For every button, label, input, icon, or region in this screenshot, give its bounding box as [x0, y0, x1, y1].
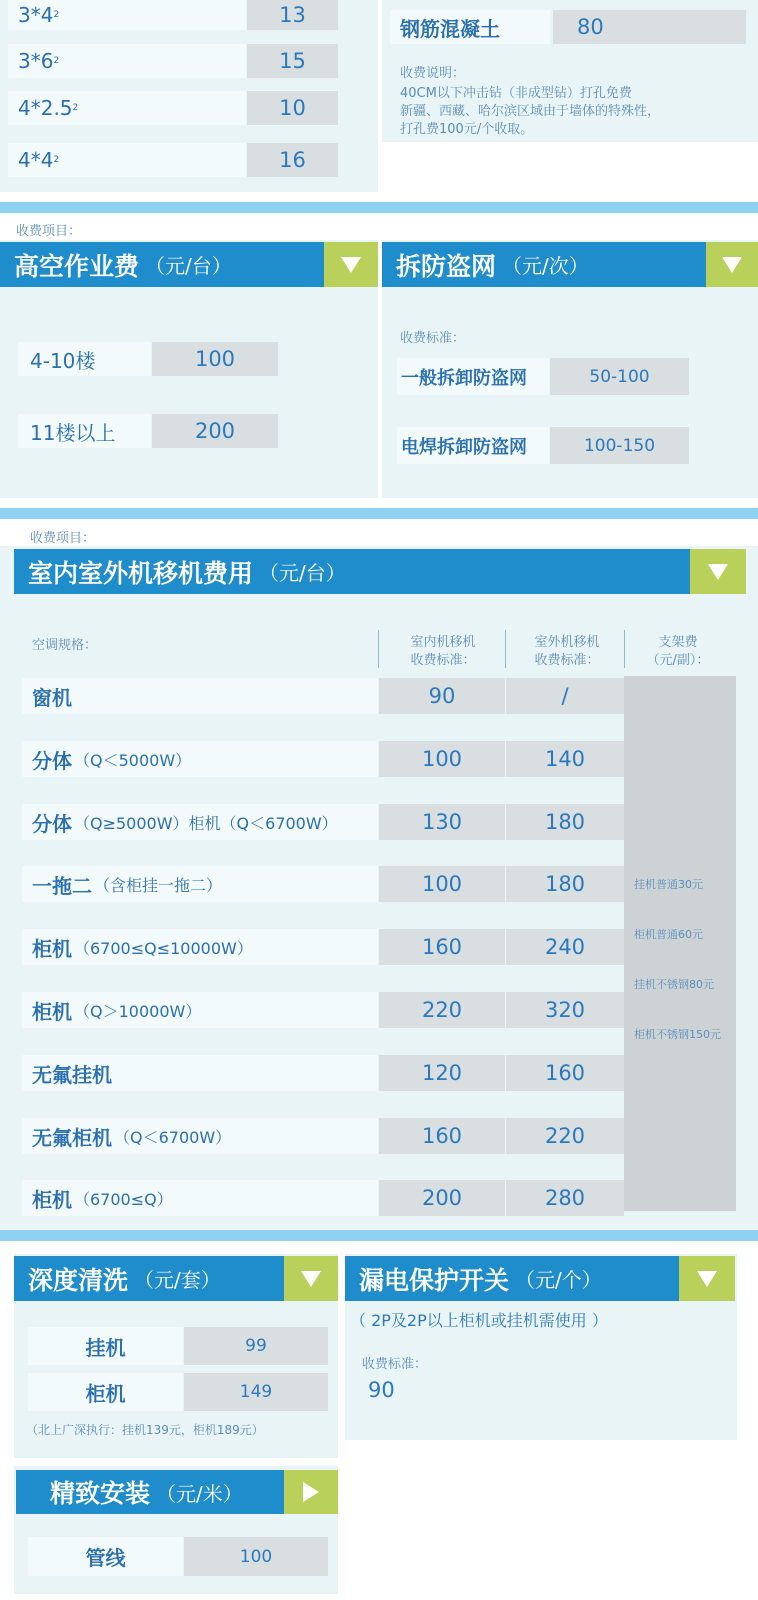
- drilling-note-line: 打孔费100元/个收取。: [400, 122, 534, 137]
- indoor-price: 120: [379, 1055, 505, 1091]
- wire-size-label: 4*2.5 2: [8, 91, 246, 125]
- spec-sub: （6700≤Q）: [74, 1189, 173, 1209]
- leakage-header: [345, 1256, 679, 1301]
- relocation-unit: （元/台）: [259, 561, 346, 585]
- spec-sub: （Q＜5000W）: [74, 750, 192, 770]
- anti-theft-toggle[interactable]: [706, 242, 758, 287]
- outdoor-price: 220: [506, 1118, 624, 1154]
- high-altitude-toggle[interactable]: [324, 242, 378, 287]
- triangle-down-icon: [301, 1271, 321, 1287]
- outdoor-price: 180: [506, 866, 624, 902]
- relocation-spec-label: [22, 678, 378, 714]
- leakage-unit: （元/个）: [515, 1268, 602, 1292]
- floor-price: 200: [152, 414, 278, 448]
- bracket-note: 柜机不锈钢150元: [634, 1028, 721, 1041]
- wire-size-label: 3*4 2: [8, 0, 246, 30]
- deep-clean-toggle[interactable]: [284, 1256, 338, 1301]
- indoor-price: 160: [379, 1118, 505, 1154]
- anti-theft-header: [382, 242, 706, 287]
- spec-main: 分体: [32, 748, 72, 773]
- relocation-spec-label: [22, 992, 378, 1028]
- relocation-spec-label: [22, 804, 378, 840]
- indoor-price: 200: [379, 1180, 505, 1216]
- section-divider: [0, 1230, 758, 1241]
- spec-main: 柜机: [32, 999, 72, 1024]
- triangle-down-icon: [697, 1271, 717, 1287]
- relocation-toggle[interactable]: [690, 549, 746, 594]
- outdoor-price: 140: [506, 741, 624, 777]
- relocation-spec-label: [22, 866, 378, 902]
- fine-install-toggle[interactable]: [284, 1470, 338, 1514]
- floor-label: 4-10楼: [18, 342, 151, 376]
- indoor-price: 160: [379, 929, 505, 965]
- anti-theft-unit: （元/次）: [502, 254, 589, 278]
- outdoor-price: 240: [506, 929, 624, 965]
- bracket-column: [624, 676, 736, 1211]
- drilling-note-line: 40CM以下冲击钻（非成型钻）打孔免费: [400, 86, 632, 101]
- triangle-down-icon: [708, 564, 728, 580]
- wire-size-label: 3*6 2: [8, 44, 246, 78]
- column-outdoor: 室外机移机 收费标准：: [534, 635, 600, 668]
- wire-size-price: 13: [247, 0, 338, 30]
- spec-main: 窗机: [32, 685, 72, 710]
- install-item-label: 管线: [28, 1537, 183, 1576]
- section-divider: [0, 508, 758, 519]
- clean-price: 99: [184, 1327, 328, 1365]
- high-altitude-title: 高空作业费: [14, 251, 140, 281]
- wire-size-price: 10: [247, 91, 338, 125]
- spec-main: 柜机: [32, 936, 72, 961]
- wire-size-price: 15: [247, 44, 338, 78]
- leakage-price: 90: [368, 1378, 395, 1402]
- leakage-title: 漏电保护开关: [359, 1265, 510, 1295]
- drilling-note-title: 收费说明：: [400, 66, 466, 81]
- indoor-price: 90: [379, 678, 505, 714]
- outdoor-price: 280: [506, 1180, 624, 1216]
- indoor-price: 220: [379, 992, 505, 1028]
- relocation-header: [14, 549, 690, 594]
- anti-theft-price: 50-100: [550, 358, 689, 395]
- relocation-spec-label: [22, 1180, 378, 1216]
- column-bracket: 支架费 （元/副）：: [646, 635, 710, 668]
- deep-clean-note: （北上广深执行：挂机139元，柜机189元）: [26, 1423, 264, 1437]
- relocation-title: 室内室外机移机费用: [28, 558, 254, 588]
- section-caption: 收费项目：: [30, 531, 96, 546]
- leakage-toggle[interactable]: [679, 1256, 735, 1301]
- high-altitude-header: [0, 242, 324, 287]
- fine-install-header: [16, 1470, 284, 1514]
- floor-label: 11楼以上: [18, 414, 151, 448]
- anti-theft-title: 拆防盗网: [396, 251, 497, 281]
- wire-size-price: 16: [247, 143, 338, 177]
- clean-price: 149: [184, 1373, 328, 1411]
- concrete-label: 钢筋混凝土: [390, 10, 550, 44]
- bracket-note: 挂机普通30元: [634, 878, 703, 891]
- spec-main: 无氟挂机: [32, 1062, 112, 1087]
- floor-price: 100: [152, 342, 278, 376]
- relocation-spec-label: [22, 741, 378, 777]
- leakage-subtitle: （ 2P及2P以上柜机或挂机需使用 ）: [350, 1311, 608, 1330]
- column-divider: [505, 630, 506, 668]
- indoor-price: 100: [379, 741, 505, 777]
- deep-clean-unit: （元/套）: [134, 1268, 221, 1292]
- indoor-price: 130: [379, 804, 505, 840]
- bracket-note: 柜机普通60元: [634, 928, 703, 941]
- spec-main: 无氟柜机: [32, 1125, 112, 1150]
- spec-sub: （Q＜6700W）: [114, 1127, 232, 1147]
- drilling-note-line: 新疆、西藏、哈尔滨区域由于墙体的特殊性，: [400, 104, 661, 119]
- deep-clean-title: 深度清洗: [28, 1265, 129, 1295]
- relocation-spec-label: [22, 1118, 378, 1154]
- spec-main: 柜机: [32, 1187, 72, 1212]
- anti-theft-caption: 收费标准：: [400, 331, 466, 346]
- outdoor-price: /: [506, 678, 624, 714]
- triangle-down-icon: [341, 257, 361, 273]
- indoor-price: 100: [379, 866, 505, 902]
- anti-theft-label: 一般拆卸防盗网: [397, 358, 549, 395]
- leakage-caption: 收费标准：: [362, 1357, 428, 1372]
- anti-theft-price: 100-150: [550, 427, 689, 464]
- spec-sub: （Q≥5000W）柜机（Q＜6700W）: [74, 813, 338, 833]
- clean-type-label: 挂机: [28, 1327, 183, 1365]
- bracket-note: 挂机不锈钢80元: [634, 978, 714, 991]
- spec-main: 分体: [32, 811, 72, 836]
- clean-type-label: 柜机: [28, 1373, 183, 1411]
- high-altitude-unit: （元/台）: [145, 254, 232, 278]
- wire-size-label: 4*4 2: [8, 143, 246, 177]
- outdoor-price: 320: [506, 992, 624, 1028]
- column-spec: 空调规格：: [32, 638, 98, 653]
- install-item-price: 100: [184, 1537, 328, 1576]
- deep-clean-header: [14, 1256, 284, 1301]
- fine-install-title: 精致安装: [50, 1479, 151, 1508]
- spec-sub: （6700≤Q≤10000W）: [74, 938, 253, 958]
- triangle-down-icon: [722, 257, 742, 273]
- anti-theft-label: 电焊拆卸防盗网: [397, 427, 549, 464]
- relocation-spec-label: [22, 1055, 378, 1091]
- outdoor-price: 180: [506, 804, 624, 840]
- concrete-price: 80: [553, 10, 746, 44]
- section-caption: 收费项目：: [16, 224, 82, 239]
- spec-sub: （Q＞10000W）: [74, 1001, 202, 1021]
- triangle-right-icon: [303, 1482, 319, 1502]
- spec-sub: （含柜挂一拖二）: [94, 875, 223, 895]
- fine-install-unit: （元/米）: [156, 1481, 243, 1506]
- column-divider: [378, 630, 379, 668]
- relocation-spec-label: [22, 929, 378, 965]
- column-divider: [624, 630, 625, 668]
- spec-main: 一拖二: [32, 873, 92, 898]
- column-indoor: 室内机移机 收费标准：: [410, 635, 476, 668]
- section-divider: [0, 202, 758, 213]
- outdoor-price: 160: [506, 1055, 624, 1091]
